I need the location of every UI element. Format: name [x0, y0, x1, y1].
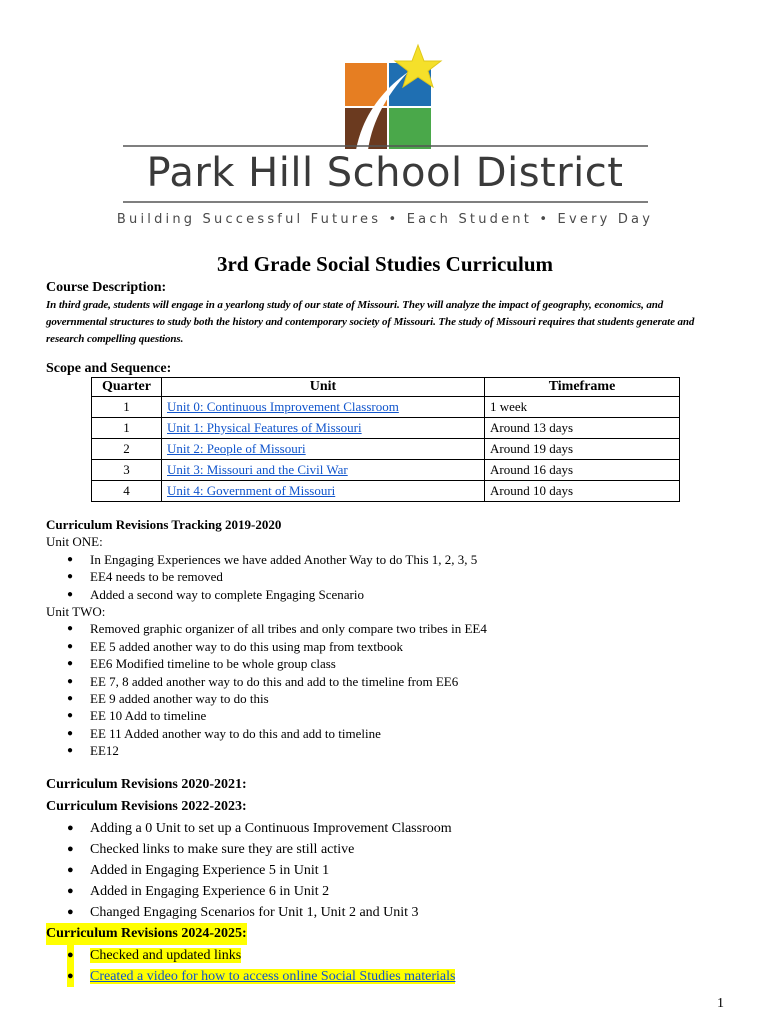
list-item: ● EE 9 added another way to do this [46, 690, 726, 707]
scope-sequence-heading: Scope and Sequence: [46, 361, 172, 376]
unit-3-link[interactable]: Unit 3: Missouri and the Civil War [167, 462, 348, 477]
unit-two-label: Unit TWO: [46, 604, 106, 620]
unit-2-link[interactable]: Unit 2: People of Missouri [167, 441, 306, 456]
list-item: ● EE12 [46, 742, 726, 759]
list-item: ● EE 7, 8 added another way to do this and add to the timeline from EE6 [46, 673, 726, 690]
timeframe-cell: 1 week [485, 397, 680, 418]
course-description-heading: Course Description: [46, 280, 167, 295]
list-item: ● Checked links to make sure they are still active [46, 839, 746, 860]
revisions-2022-list [46, 818, 746, 923]
unit-cell [162, 460, 485, 481]
tracking-heading: Curriculum Revisions Tracking 2019-2020 [46, 517, 282, 532]
table-row [92, 439, 680, 460]
list-item: ● EE6 Modified timeline to be whole group class [46, 655, 726, 672]
unit-4-link[interactable]: Unit 4: Government of Missouri [167, 483, 336, 498]
unit-1-link[interactable]: Unit 1: Physical Features of Missouri [167, 420, 362, 435]
district-logo [0, 0, 770, 240]
list-item: ● Added in Engaging Experience 5 in Unit 1 [46, 860, 746, 881]
list-item: ● EE4 needs to be removed [46, 568, 726, 585]
unit-0-link[interactable]: Unit 0: Continuous Improvement Classroom [167, 399, 399, 414]
district-name: Park Hill School District [146, 150, 624, 196]
table-row [92, 397, 680, 418]
table-row [92, 460, 680, 481]
list-item [46, 945, 746, 966]
unit-one-list [46, 551, 726, 603]
column-header-timeframe: Timeframe [485, 378, 680, 397]
list-item: ● EE 10 Add to timeline [46, 707, 726, 724]
revisions-2020-heading: Curriculum Revisions 2020-2021: [46, 777, 247, 792]
table-header-row [92, 378, 680, 397]
list-item: ● Removed graphic organizer of all tribes and only compare two tribes in EE4 [46, 620, 726, 637]
district-tagline: Building Successful Futures • Each Student • Every Day [116, 212, 654, 227]
quarter-cell: 1 [92, 418, 162, 439]
revisions-tracking-section [46, 516, 726, 760]
unit-cell [162, 439, 485, 460]
table-row [92, 418, 680, 439]
list-item-text: Checked and updated links [90, 948, 242, 963]
timeframe-cell: Around 19 days [485, 439, 680, 460]
unit-two-list [46, 620, 726, 759]
logo-green-square [389, 108, 431, 149]
document-title: 3rd Grade Social Studies Curriculum [216, 252, 553, 276]
revisions-2024-heading: Curriculum Revisions 2024-2025: [46, 923, 247, 945]
list-item: ● Changed Engaging Scenarios for Unit 1, Unit 2 and Unit 3 [46, 902, 746, 923]
page-number: 1 [717, 996, 724, 1011]
course-description-text: In third grade, students will engage in a yearlong study of our state of Missouri. They will analyze the impact of geography, economics, and governmental structures to study both the history and contemporary society of Missouri. The study of Missouri requires that students generate and research compelling questions. [46, 299, 695, 345]
list-item: ● Added in Engaging Experience 6 in Unit 2 [46, 881, 746, 902]
quarter-cell: 4 [92, 481, 162, 502]
unit-cell [162, 481, 485, 502]
timeframe-cell: Around 13 days [485, 418, 680, 439]
quarter-cell: 2 [92, 439, 162, 460]
quarter-cell: 1 [92, 397, 162, 418]
unit-cell [162, 397, 485, 418]
timeframe-cell: Around 16 days [485, 460, 680, 481]
revisions-2024-list [46, 945, 746, 987]
table-row [92, 481, 680, 502]
video-materials-link[interactable]: Created a video for how to access online Social Studies materials [90, 969, 456, 984]
revisions-2022-heading: Curriculum Revisions 2022-2023: [46, 799, 247, 814]
list-item: ● EE 5 added another way to do this using map from textbook [46, 638, 726, 655]
scope-sequence-table [91, 377, 680, 502]
list-item: ● In Engaging Experiences we have added Another Way to do This 1, 2, 3, 5 [46, 551, 726, 568]
unit-one-label: Unit ONE: [46, 534, 103, 550]
timeframe-cell: Around 10 days [485, 481, 680, 502]
list-item: ● Adding a 0 Unit to set up a Continuous Improvement Classroom [46, 818, 746, 839]
list-item: ● Added a second way to complete Engaging Scenario [46, 586, 726, 603]
column-header-unit: Unit [162, 378, 485, 397]
column-header-quarter: Quarter [92, 378, 162, 397]
unit-cell [162, 418, 485, 439]
curriculum-revisions-section [46, 774, 746, 987]
list-item: ● EE 11 Added another way to do this and add to timeline [46, 725, 726, 742]
list-item [46, 966, 746, 987]
quarter-cell: 3 [92, 460, 162, 481]
